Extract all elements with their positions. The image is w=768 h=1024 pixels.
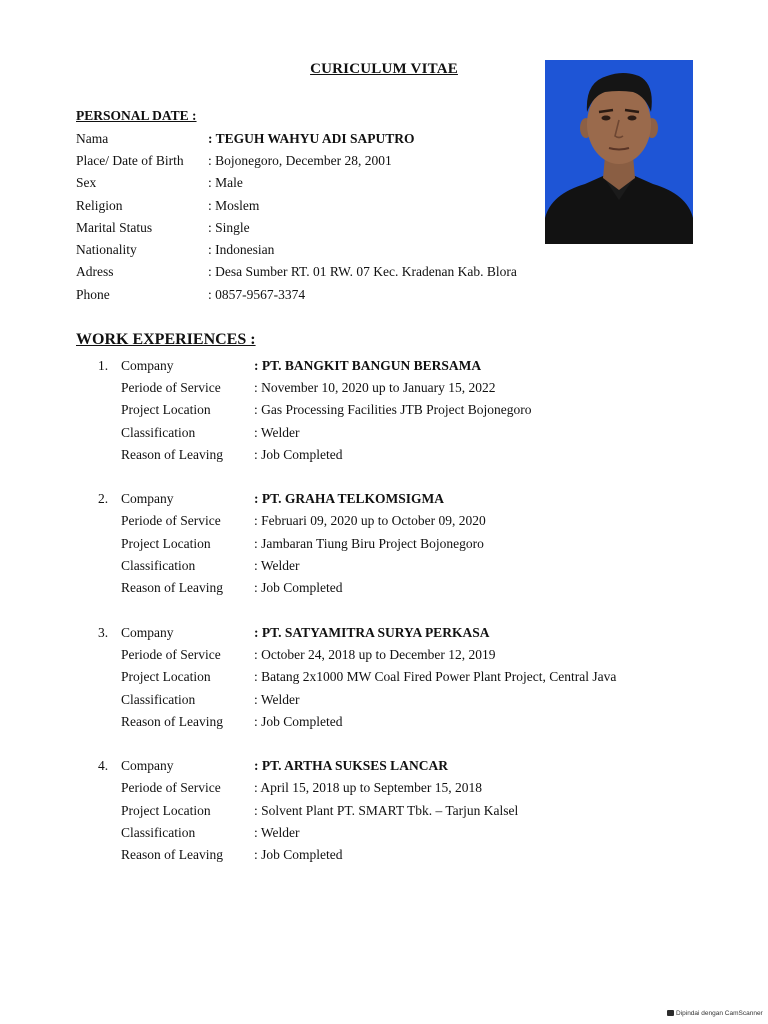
work-label-reason: Reason of Leaving bbox=[121, 447, 223, 462]
work-label-reason: Reason of Leaving bbox=[121, 580, 223, 595]
work-value-location: : Solvent Plant PT. SMART Tbk. – Tarjun Kalsel bbox=[254, 803, 519, 818]
personal-value-phone: : 0857-9567-3374 bbox=[208, 287, 306, 302]
work-label-company: Company bbox=[121, 358, 174, 373]
work-label-location: Project Location bbox=[121, 669, 211, 684]
work-label-location: Project Location bbox=[121, 803, 211, 818]
work-value-classification: : Welder bbox=[254, 558, 300, 573]
work-label-reason: Reason of Leaving bbox=[121, 714, 223, 729]
personal-value-nationality: : Indonesian bbox=[208, 242, 275, 257]
work-label-location: Project Location bbox=[121, 402, 211, 417]
personal-label-religion: Religion bbox=[76, 198, 123, 213]
personal-section-heading: PERSONAL DATE : bbox=[76, 108, 197, 123]
work-value-location: : Gas Processing Facilities JTB Project Bojonegoro bbox=[254, 402, 532, 417]
work-value-location: : Batang 2x1000 MW Coal Fired Power Plant Project, Central Java bbox=[254, 669, 617, 684]
camscanner-footer bbox=[667, 1010, 763, 1017]
work-value-reason: : Job Completed bbox=[254, 714, 343, 729]
personal-value-marital: : Single bbox=[208, 220, 250, 235]
work-label-company: Company bbox=[121, 491, 174, 506]
document-title: CURICULUM VITAE bbox=[310, 61, 458, 77]
work-value-reason: : Job Completed bbox=[254, 847, 343, 862]
work-item-number: 2. bbox=[98, 491, 109, 506]
work-label-classification: Classification bbox=[121, 558, 196, 573]
profile-photo bbox=[545, 60, 693, 244]
work-section-heading: WORK EXPERIENCES : bbox=[76, 331, 256, 348]
work-label-period: Periode of Service bbox=[121, 513, 221, 528]
work-value-period: : April 15, 2018 up to September 15, 2018 bbox=[254, 780, 482, 795]
work-value-company: : PT. BANGKIT BANGUN BERSAMA bbox=[254, 358, 482, 373]
work-label-classification: Classification bbox=[121, 692, 196, 707]
work-value-company: : PT. SATYAMITRA SURYA PERKASA bbox=[254, 625, 490, 640]
work-label-classification: Classification bbox=[121, 425, 196, 440]
work-value-period: : Februari 09, 2020 up to October 09, 2020 bbox=[254, 513, 486, 528]
work-item-number: 1. bbox=[98, 358, 109, 373]
work-label-reason: Reason of Leaving bbox=[121, 847, 223, 862]
work-value-company: : PT. GRAHA TELKOMSIGMA bbox=[254, 491, 445, 506]
work-label-company: Company bbox=[121, 758, 174, 773]
personal-label-sex: Sex bbox=[76, 175, 97, 190]
personal-value-address: : Desa Sumber RT. 01 RW. 07 Kec. Kradenan Kab. Blora bbox=[208, 264, 517, 279]
work-label-period: Periode of Service bbox=[121, 647, 221, 662]
work-label-location: Project Location bbox=[121, 536, 211, 551]
work-label-classification: Classification bbox=[121, 825, 196, 840]
personal-label-address: Adress bbox=[76, 264, 114, 279]
work-item-number: 4. bbox=[98, 758, 109, 773]
camscanner-icon bbox=[667, 1010, 674, 1016]
camscanner-text: Dipindai dengan CamScanner bbox=[676, 1010, 763, 1017]
personal-label-phone: Phone bbox=[76, 287, 110, 302]
work-label-period: Periode of Service bbox=[121, 380, 221, 395]
personal-label-birth: Place/ Date of Birth bbox=[76, 153, 184, 168]
work-value-reason: : Job Completed bbox=[254, 447, 343, 462]
work-value-location: : Jambaran Tiung Biru Project Bojonegoro bbox=[254, 536, 484, 551]
personal-value-sex: : Male bbox=[208, 175, 243, 190]
personal-value-name: : TEGUH WAHYU ADI SAPUTRO bbox=[208, 131, 415, 146]
work-item-number: 3. bbox=[98, 625, 109, 640]
work-label-company: Company bbox=[121, 625, 174, 640]
work-value-company: : PT. ARTHA SUKSES LANCAR bbox=[254, 758, 448, 773]
work-value-classification: : Welder bbox=[254, 692, 300, 707]
work-value-period: : October 24, 2018 up to December 12, 2019 bbox=[254, 647, 496, 662]
work-value-classification: : Welder bbox=[254, 825, 300, 840]
personal-label-name: Nama bbox=[76, 131, 109, 146]
work-value-reason: : Job Completed bbox=[254, 580, 343, 595]
personal-label-marital: Marital Status bbox=[76, 220, 153, 235]
personal-label-nationality: Nationality bbox=[76, 242, 137, 257]
personal-value-religion: : Moslem bbox=[208, 198, 260, 213]
work-value-classification: : Welder bbox=[254, 425, 300, 440]
work-label-period: Periode of Service bbox=[121, 780, 221, 795]
work-value-period: : November 10, 2020 up to January 15, 2022 bbox=[254, 380, 496, 395]
personal-value-birth: : Bojonegoro, December 28, 2001 bbox=[208, 153, 392, 168]
